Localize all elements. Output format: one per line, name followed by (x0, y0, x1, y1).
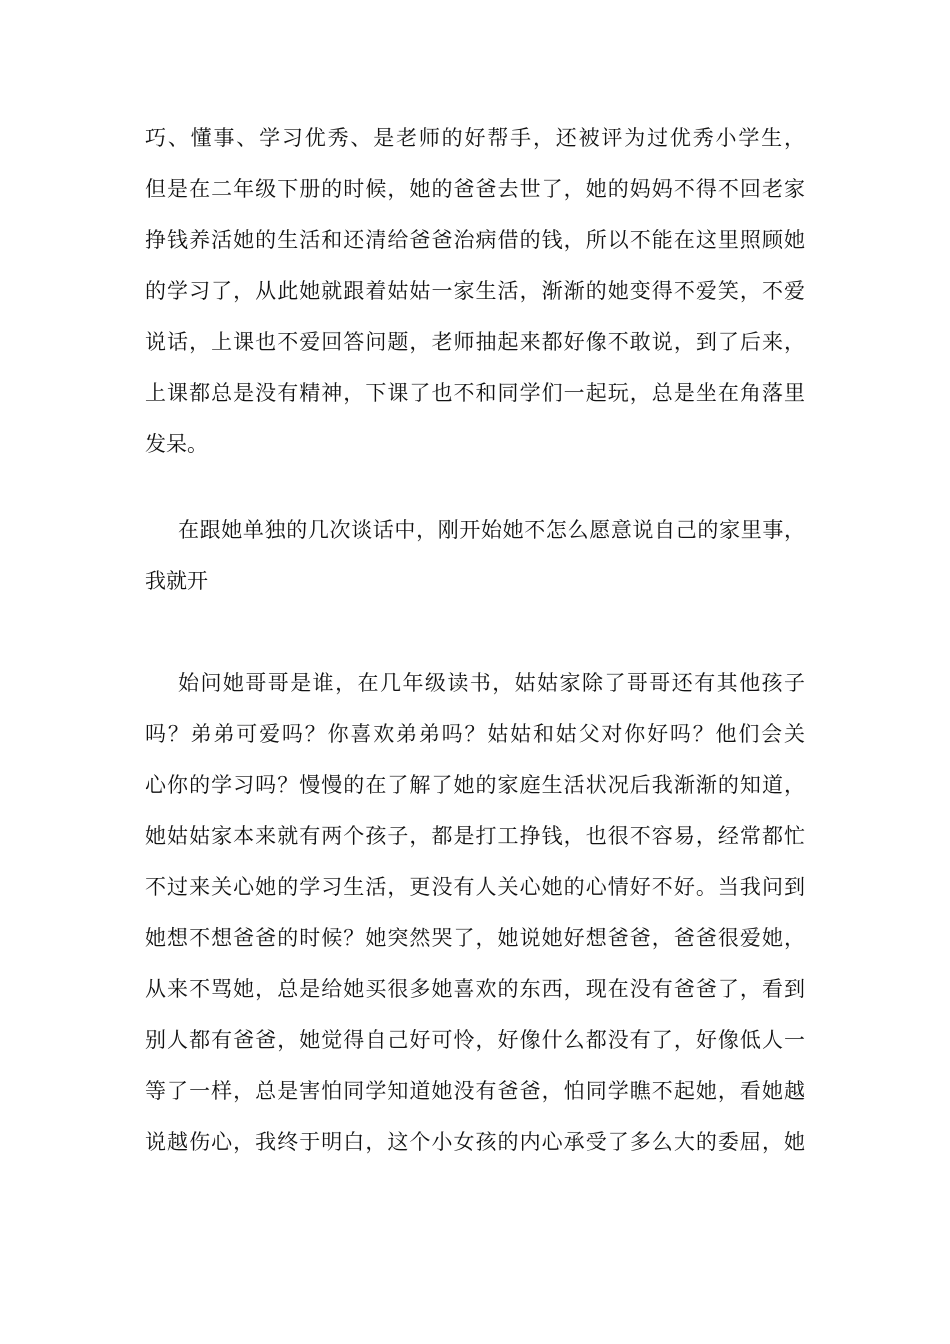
text-line: 的学习了，从此她就跟着姑姑一家生活，渐渐的她变得不爱笑，不爱 (145, 279, 805, 303)
text-line: 上课都总是没有精神，下课了也不和同学们一起玩，总是坐在角落里 (145, 381, 805, 405)
text-line: 她想不想爸爸的时候？她突然哭了，她说她好想爸爸，爸爸很爱她， (145, 926, 805, 950)
text-line: 从来不骂她，总是给她买很多她喜欢的东西，现在没有爸爸了，看到 (145, 977, 805, 1001)
text-line: 巧、懂事、学习优秀、是老师的好帮手，还被评为过优秀小学生， (145, 126, 805, 150)
paragraph-3 (145, 658, 805, 1168)
text-line: 等了一样，总是害怕同学知道她没有爸爸，怕同学瞧不起她，看她越 (145, 1079, 805, 1103)
text-line: 说越伤心，我终于明白，这个小女孩的内心承受了多么大的委屈，她 (145, 1130, 805, 1154)
paragraph-2 (145, 505, 805, 607)
text-line: 发呆。 (145, 432, 208, 456)
text-line: 但是在二年级下册的时候，她的爸爸去世了，她的妈妈不得不回老家 (145, 177, 805, 201)
text-line: 别人都有爸爸，她觉得自己好可怜，好像什么都没有了，好像低人一 (145, 1028, 805, 1052)
paragraph-1 (145, 113, 805, 470)
text-line: 她姑姑家本来就有两个孩子，都是打工挣钱，也很不容易，经常都忙 (145, 824, 805, 848)
text-line: 吗？弟弟可爱吗？你喜欢弟弟吗？姑姑和姑父对你好吗？他们会关 (145, 722, 805, 746)
text-line: 在跟她单独的几次谈话中，刚开始她不怎么愿意说自己的家里事， (178, 518, 805, 542)
text-line: 说话，上课也不爱回答问题，老师抽起来都好像不敢说，到了后来， (145, 330, 805, 354)
text-line: 始问她哥哥是谁，在几年级读书，姑姑家除了哥哥还有其他孩子 (178, 671, 805, 695)
text-line: 我就开 (145, 569, 208, 593)
text-line: 挣钱养活她的生活和还清给爸爸治病借的钱，所以不能在这里照顾她 (145, 228, 805, 252)
text-line: 心你的学习吗？慢慢的在了解了她的家庭生活状况后我渐渐的知道， (145, 773, 805, 797)
text-line: 不过来关心她的学习生活，更没有人关心她的心情好不好。当我问到 (145, 875, 805, 899)
